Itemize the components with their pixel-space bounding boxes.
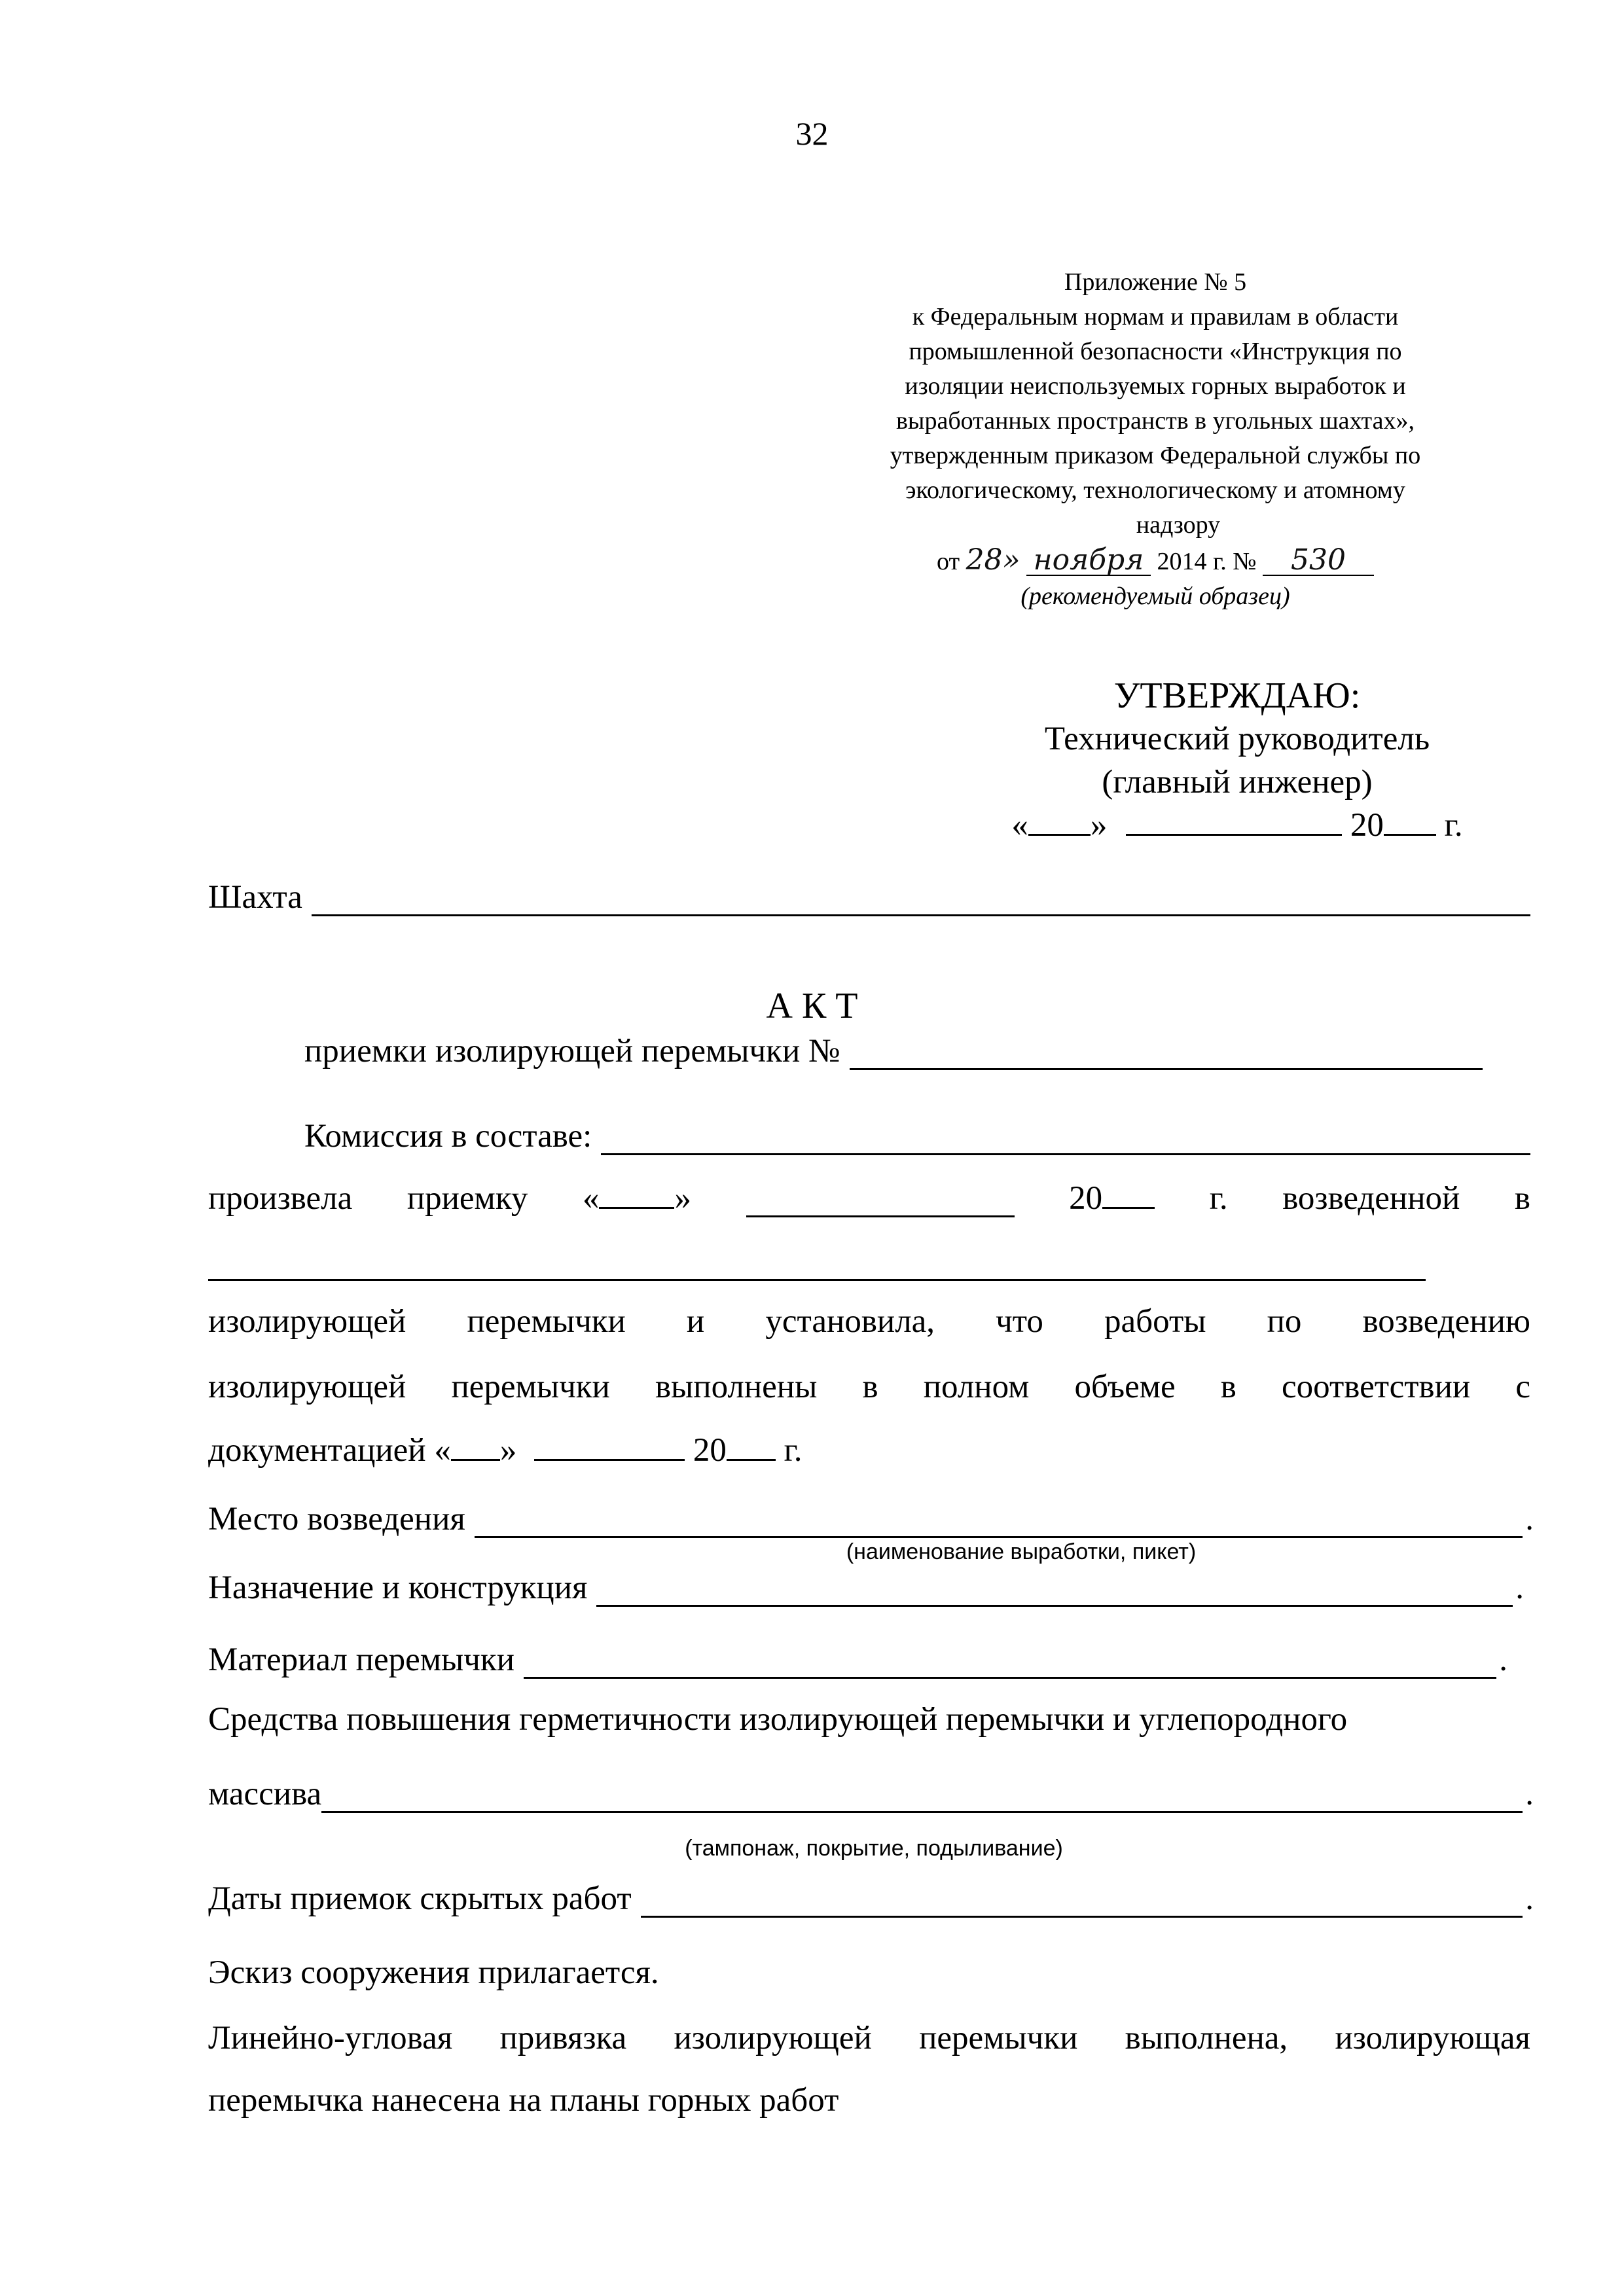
appendix-line: выработанных пространств в угольных шахтах», [895, 407, 1415, 435]
paragraph-word: в [862, 1369, 878, 1405]
order-date-year: 2014 г. № [1157, 548, 1257, 575]
paragraph-word: объеме [1074, 1369, 1176, 1405]
purpose-blank[interactable] [596, 1575, 1513, 1607]
paragraph-word: перемычки [451, 1369, 610, 1405]
paragraph-line-1 [208, 1302, 1530, 1340]
documentation-month-blank[interactable] [534, 1430, 685, 1461]
approval-day-blank[interactable] [1028, 805, 1091, 836]
acceptance-word: приемку [406, 1180, 528, 1217]
binding-word: выполнена, [1125, 2020, 1288, 2056]
binding-word: перемычки [919, 2020, 1078, 2056]
order-date-prefix: от [936, 548, 960, 575]
recommended-sample-note: (рекомендуемый образец) [1020, 583, 1290, 610]
approval-year-prefix: 20 [1350, 807, 1384, 844]
approval-block [956, 674, 1519, 847]
sealing-label: массива [208, 1776, 322, 1812]
binding-word: привязка [499, 2020, 627, 2056]
documentation-day-blank[interactable] [451, 1430, 500, 1461]
paragraph-word: возведению [1362, 1303, 1530, 1340]
acceptance-year-blank[interactable] [1102, 1178, 1155, 1209]
acceptance-word: в [1514, 1180, 1530, 1217]
binding-line-2: перемычка нанесена на планы горных работ [208, 2082, 839, 2119]
place-label: Место возведения [208, 1501, 465, 1537]
acceptance-month-blank[interactable] [746, 1187, 1015, 1217]
approval-year-suffix: г. [1444, 807, 1463, 844]
act-subtitle-row [304, 1024, 1483, 1070]
appendix-header [805, 265, 1506, 614]
documentation-year-prefix: 20 [693, 1432, 727, 1469]
mine-blank[interactable] [312, 884, 1530, 916]
acceptance-year-suffix: г. [1209, 1180, 1228, 1217]
acceptance-row [208, 1172, 1530, 1217]
hidden-works-blank[interactable] [641, 1886, 1523, 1918]
paragraph-word: полном [923, 1369, 1030, 1405]
binding-word: изолирующая [1335, 2020, 1530, 2056]
appendix-line: промышленной безопасности «Инструкция по [909, 338, 1402, 365]
approval-month-blank[interactable] [1126, 805, 1342, 836]
paragraph-word: работы [1104, 1303, 1206, 1340]
paragraph-word: установила, [765, 1303, 935, 1340]
hidden-works-label: Даты приемок скрытых работ [208, 1880, 632, 1917]
approval-position: Технический руководитель [1044, 721, 1430, 757]
binding-word: Линейно-угловая [208, 2020, 453, 2056]
paragraph-line-2 [208, 1368, 1530, 1406]
order-number: 530 [1263, 546, 1374, 576]
place-blank[interactable] [475, 1506, 1523, 1538]
place-row: Место возведения . [208, 1501, 1534, 1537]
paragraph-word: выполнены [655, 1369, 818, 1405]
mine-label: Шахта [208, 879, 302, 916]
appendix-line: утвержденным приказом Федеральной службы по [890, 442, 1421, 469]
documentation-label: документацией « [208, 1432, 451, 1469]
act-title: А К Т [766, 986, 858, 1026]
sealing-line: Средства повышения герметичности изолирующей перемычки и углепородного [208, 1701, 1348, 1738]
commission-row [304, 1109, 1530, 1155]
material-row: Материал перемычки . [208, 1641, 1507, 1678]
order-date-line: от 28» ноября 2014 г. № 530 [805, 543, 1506, 579]
page-number: 32 [795, 115, 829, 152]
approval-title: УТВЕРЖДАЮ: [1113, 675, 1361, 716]
mine-row [208, 870, 1530, 916]
binding-word: изолирующей [674, 2020, 872, 2056]
paragraph-line-3: документацией « » 20 г. [208, 1430, 803, 1469]
material-label: Материал перемычки [208, 1641, 514, 1678]
sealing-row: массива . [208, 1776, 1534, 1812]
paragraph-word: изолирующей [208, 1303, 406, 1340]
sealing-blank[interactable] [321, 1781, 1523, 1813]
acceptance-day-blank[interactable] [599, 1178, 674, 1209]
appendix-line: Приложение № 5 [1064, 268, 1247, 296]
paragraph-word: с [1515, 1369, 1530, 1405]
quote-open: « [1011, 807, 1028, 844]
approval-date-line [956, 804, 1519, 847]
order-date-day: 28 [965, 543, 1003, 577]
order-date-month: ноября [1026, 546, 1151, 576]
appendix-line: экологическому, технологическому и атомному [905, 476, 1405, 504]
paragraph-word: соответствии [1282, 1369, 1471, 1405]
paragraph-word: что [996, 1303, 1043, 1340]
commission-blank[interactable] [601, 1123, 1530, 1155]
hidden-works-row: Даты приемок скрытых работ . [208, 1880, 1534, 1917]
paragraph-word: перемычки [467, 1303, 626, 1340]
acceptance-year: 20 [1069, 1178, 1155, 1217]
approval-position-note: (главный инженер) [1102, 764, 1373, 800]
quote-close: » [1090, 807, 1108, 844]
act-number-blank[interactable] [850, 1038, 1483, 1070]
appendix-line: изоляции неиспользуемых горных выработок и [905, 372, 1406, 400]
appendix-line: к Федеральным нормам и правилам в области [912, 303, 1399, 331]
paragraph-word: в [1220, 1369, 1236, 1405]
paragraph-word: изолирующей [208, 1369, 406, 1405]
place-caption: (наименование выработки, пикет) [846, 1539, 1197, 1564]
approval-year-blank[interactable] [1384, 805, 1436, 836]
binding-line-1 [208, 2019, 1530, 2057]
act-subtitle: приемки изолирующей перемычки № [304, 1033, 840, 1069]
acceptance-day: « » [583, 1178, 691, 1217]
material-blank[interactable] [524, 1647, 1496, 1679]
paragraph-word: по [1267, 1303, 1302, 1340]
purpose-row: Назначение и конструкция . [208, 1570, 1524, 1606]
purpose-label: Назначение и конструкция [208, 1570, 588, 1606]
sketch-note: Эскиз сооружения прилагается. [208, 1954, 659, 1991]
appendix-line: надзору [1136, 511, 1221, 539]
acceptance-word: произвела [208, 1180, 353, 1217]
documentation-year-suffix: г. [784, 1432, 803, 1469]
commission-label: Комиссия в составе: [304, 1118, 592, 1155]
acceptance-word: возведенной [1282, 1180, 1460, 1217]
paragraph-word: и [686, 1303, 705, 1340]
sealing-caption: (тампонаж, покрытие, подыливание) [685, 1836, 1063, 1861]
documentation-year-blank[interactable] [727, 1430, 776, 1461]
construction-location-blank[interactable] [208, 1250, 1426, 1281]
